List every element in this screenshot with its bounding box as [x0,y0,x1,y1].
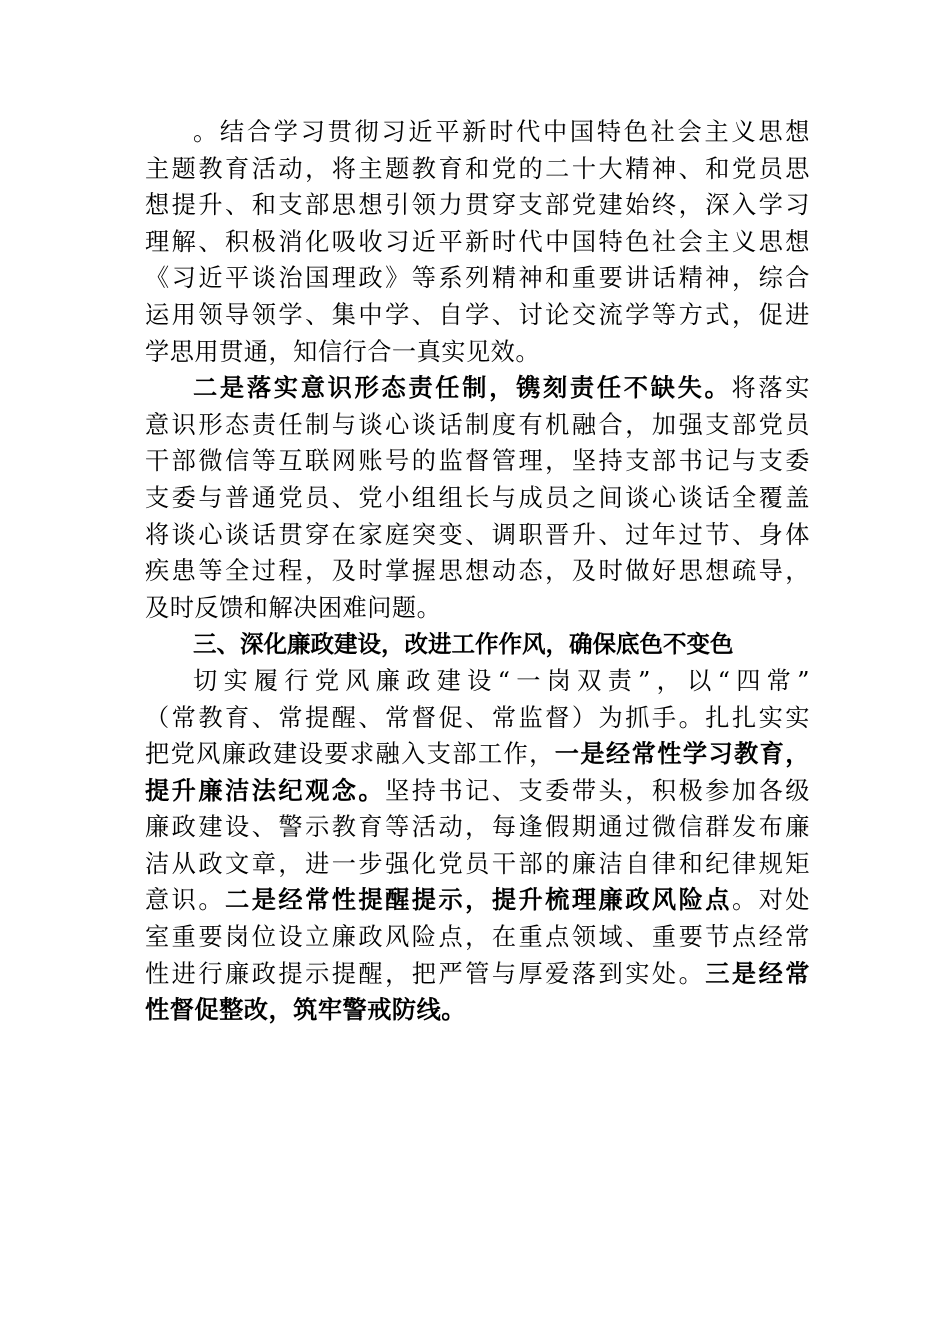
body-text: 室重要岗位设立廉政风险点，在重点领域、重要节点经常 [145,923,810,952]
bold-text: 性督促整改，筑牢警戒防线。 [145,995,466,1025]
body-text: 疾患等全过程，及时掌握思想动态，及时做好思想疏导， [145,557,810,586]
text-line [145,773,810,810]
text-line [145,736,810,773]
body-text: 理解、积极消化吸收习近平新时代中国特色社会主义思想 [145,227,810,256]
body-text: 想提升、和支部思想引领力贯穿支部党建始终，深入学习 [145,191,810,220]
body-text: 将落实 [731,374,810,403]
body-text: 洁从政文章，进一步强化党员干部的廉洁自律和纪律规矩 [145,849,810,878]
text-line [145,517,810,554]
text-line [145,590,810,627]
text-line [145,151,810,188]
text-line [145,224,810,261]
text-line [145,846,810,883]
text-line [145,370,810,407]
body-text: 运用领导领学、集中学、自学、讨论交流学等方式，促进 [145,300,810,329]
text-line [145,992,810,1029]
heading-line: 三、深化廉政建设，改进工作作风，确保底色不变色 [193,630,734,659]
bold-text: 一是经常性学习教育， [554,739,810,769]
body-text: 廉政建设、警示教育等活动，每逢假期通过微信群发布廉 [145,813,810,842]
body-text: 主题教育活动，将主题教育和党的二十大精神、和党员思 [145,154,810,183]
body-text: 意识形态责任制与谈心谈话制度有机融合，加强支部党员 [145,410,810,439]
bold-text: 提升廉洁法纪观念。 [145,775,386,805]
text-line [145,919,810,956]
text-line [145,480,810,517]
body-text: 将谈心谈话贯穿在家庭突变、调职晋升、过年过节、身体 [145,520,810,549]
body-text: （常教育、常提醒、常督促、常监督）为抓手。扎扎实实 [145,703,810,732]
body-text: 《习近平谈治国理政》等系列精神和重要讲话精神，综合 [145,264,810,293]
text-line [145,334,810,371]
body-text: 把党风廉政建设要求融入支部工作， [145,740,555,769]
paragraph [145,114,810,370]
paragraph [145,370,810,626]
body-text: 。结合学习贯彻习近平新时代中国特色社会主义思想 [193,118,810,146]
bold-text: 三是经常 [705,958,810,988]
text-line [145,553,810,590]
body-text: 干部微信等互联网账号的监督管理，坚持支部书记与支委 [145,447,810,476]
text-line [145,297,810,334]
text-line [145,956,810,993]
bold-text: 二是落实意识形态责任制，镌刻责任不缺失。 [193,373,732,403]
body-text: 学思用贯通，知信行合一真实见效。 [145,337,541,366]
text-line [145,187,810,224]
text-line [145,809,810,846]
body-text: 及时反馈和解决困难问题。 [145,593,442,622]
text-line [145,407,810,444]
text-line [145,882,810,919]
body-text: 坚持书记、支委带头，积极参加各级 [385,776,810,805]
text-line [145,663,810,700]
text-line [145,114,810,151]
text-line [145,260,810,297]
bold-text: 二是经常性提醒提示，提升梳理廉政风险点 [225,885,732,915]
body-text: 切实履行党风廉政建设“一岗双责”，以“四常” [193,666,810,695]
body-text: 。对处 [731,886,810,915]
text-line [145,700,810,737]
body-text: 意识。 [145,886,226,915]
paragraph [145,663,810,1029]
document-body [145,114,810,1029]
body-text: 性进行廉政提示提醒，把严管与厚爱落到实处。 [145,959,706,988]
section-heading [145,626,810,663]
text-line [145,443,810,480]
body-text: 支委与普通党员、党小组组长与成员之间谈心谈话全覆盖 [145,483,810,512]
